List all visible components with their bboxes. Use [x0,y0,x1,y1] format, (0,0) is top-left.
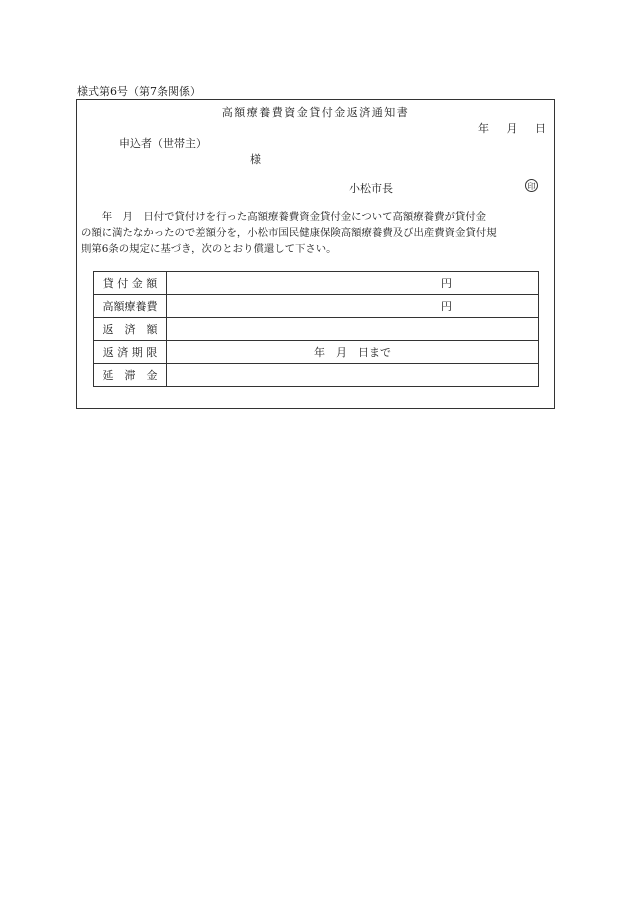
table-row-loan-amount [94,272,539,295]
row-value-repayment-amount [167,318,539,341]
table-row-repayment-deadline [94,341,539,364]
row-label-late-fee: 延 滞 金 [94,364,167,387]
body-line-1: 年 月 日付で貸付けを行った高額療養費資金貸付金について高額療養費が貸付金 [81,211,487,223]
notice-frame [76,99,555,409]
table-row-high-cost-medical [94,295,539,318]
body-line-3: 則第6条の規定に基づき，次のとおり償還して下さい。 [81,243,337,255]
row-label-high-cost-medical: 高額療養費 [94,295,167,318]
form-number: 様式第6号（第7条関係） [77,85,201,98]
row-value-late-fee [167,364,539,387]
table-row-late-fee [94,364,539,387]
seal-mark: 印 [525,179,538,192]
repayment-table [93,271,539,387]
date-line: 年 月 日 [478,122,546,135]
notice-body [81,209,553,257]
honorific: 様 [250,153,261,166]
row-value-high-cost-medical: 円 [167,295,539,318]
row-value-repayment-deadline: 年 月 日まで [167,341,539,364]
applicant-label: 申込者（世帯主） [119,137,207,150]
issuer-name: 小松市長 [349,182,393,195]
row-label-repayment-deadline: 返 済 期 限 [94,341,167,364]
row-label-loan-amount: 貸 付 金 額 [94,272,167,295]
row-label-repayment-amount: 返 済 額 [94,318,167,341]
row-value-loan-amount: 円 [167,272,539,295]
table-row-repayment-amount [94,318,539,341]
body-line-2: の額に満たなかったので差額分を，小松市国民健康保険高額療養費及び出産費資金貸付規 [81,227,497,239]
document-title: 高額療養費資金貸付金返済通知書 [221,106,410,119]
